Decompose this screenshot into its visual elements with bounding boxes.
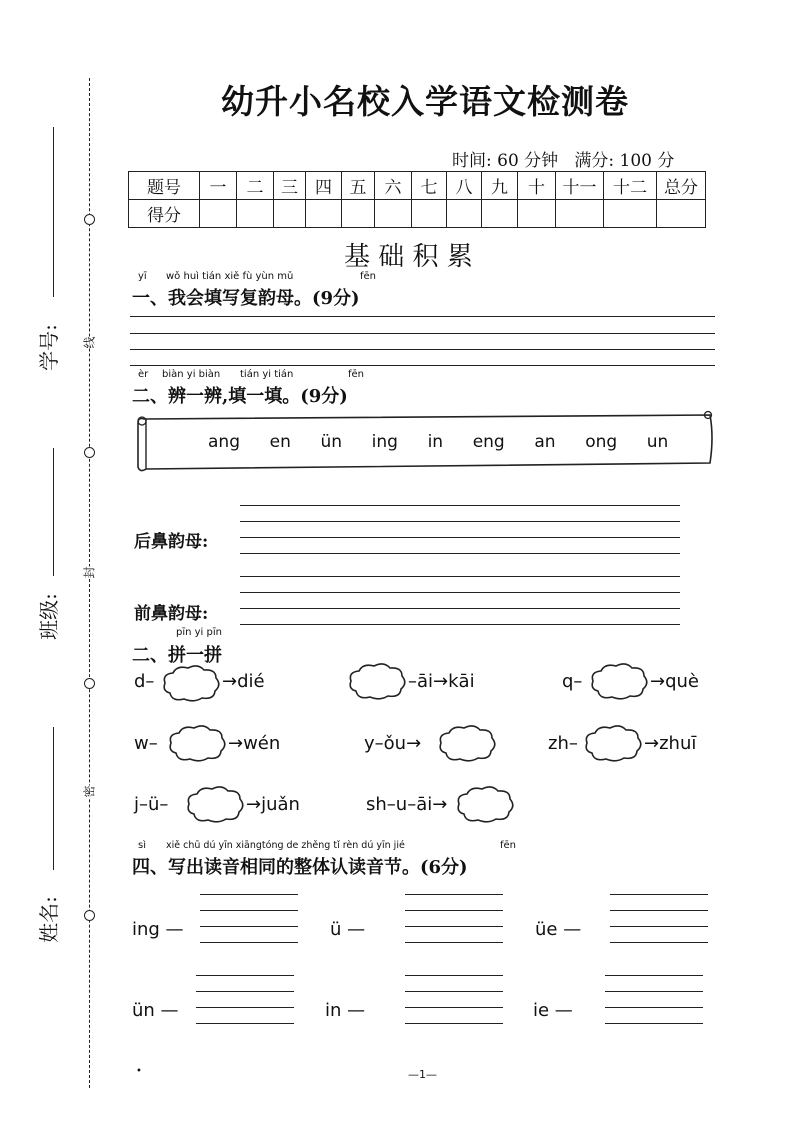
q4-write-line[interactable] <box>610 910 708 911</box>
table-cell: 得分 <box>129 200 200 228</box>
score-input-cell[interactable] <box>482 200 518 228</box>
binding-dashed-line <box>89 78 90 1088</box>
back-nasal-line[interactable] <box>240 521 680 522</box>
scroll-item: in <box>427 432 444 452</box>
answer-cloud[interactable] <box>160 663 222 703</box>
q3-c2-left: sh–u–āi→ <box>366 794 448 815</box>
page-number: —1— <box>408 1068 437 1081</box>
q4-write-line[interactable] <box>405 991 503 992</box>
binding-hole-2 <box>84 447 95 458</box>
score-input-cell[interactable] <box>604 200 657 228</box>
score-input-cell[interactable] <box>306 200 342 228</box>
q1-write-line[interactable] <box>130 349 715 350</box>
back-nasal-line[interactable] <box>240 553 680 554</box>
back-nasal-label: 后鼻韵母: <box>134 532 209 552</box>
binding-hole-4 <box>84 910 95 921</box>
scroll-item: ün <box>320 432 343 452</box>
q2-heading: 二、辨一辨,填一填。(9分) <box>132 386 348 407</box>
front-nasal-line[interactable] <box>240 624 680 625</box>
time-info: 时间: 60 分钟 <box>452 151 559 171</box>
scroll-item: eng <box>472 432 505 452</box>
q4-write-line[interactable] <box>610 926 708 927</box>
q1-write-line[interactable] <box>130 365 715 366</box>
q4-write-line[interactable] <box>605 991 703 992</box>
q4-write-line[interactable] <box>200 910 298 911</box>
q4-pinyin-2: xiě chū dú yīn xiāngtóng de zhěng tǐ rèn dú yīn jié <box>166 840 405 851</box>
q1-heading: 一、我会填写复韵母。(9分) <box>132 288 360 309</box>
score-input-cell[interactable] <box>200 200 237 228</box>
score-input-cell[interactable] <box>342 200 375 228</box>
q4-write-line[interactable] <box>405 1023 503 1024</box>
q4-pinyin-3: fēn <box>500 840 517 851</box>
q1-pinyin-3: fēn <box>360 271 377 282</box>
q1-write-line[interactable] <box>130 316 715 317</box>
q3-a1-right: →dié <box>222 671 265 692</box>
score-input-cell[interactable] <box>518 200 556 228</box>
xuehao-label: 学号: <box>36 324 61 371</box>
table-cell: 五 <box>342 172 375 200</box>
q4-write-line[interactable] <box>196 975 294 976</box>
q3-b1-right: →wén <box>228 733 281 754</box>
xingming-label: 姓名: <box>36 896 61 943</box>
full-score-info: 满分: 100 分 <box>574 151 675 171</box>
back-nasal-line[interactable] <box>240 505 680 506</box>
mi-mark: 密 <box>82 785 97 798</box>
q3-a1-left: d– <box>134 671 155 692</box>
score-input-cell[interactable] <box>274 200 306 228</box>
binding-hole-3 <box>84 678 95 689</box>
q4-label-ue: üe — <box>535 919 582 940</box>
q2-pinyin-2: biàn yi biàn <box>162 369 221 380</box>
q4-write-line[interactable] <box>605 1023 703 1024</box>
front-nasal-line[interactable] <box>240 608 680 609</box>
q3-a3-right: →què <box>650 671 699 692</box>
xian-mark: 线 <box>82 336 97 349</box>
xuehao-line <box>53 127 54 297</box>
answer-cloud[interactable] <box>346 661 408 701</box>
q4-write-line[interactable] <box>610 942 708 943</box>
table-cell: 题号 <box>129 172 200 200</box>
q3-b3-right: →zhuī <box>644 733 697 754</box>
q1-write-line[interactable] <box>130 333 715 334</box>
table-cell: 十 <box>518 172 556 200</box>
q2-pinyin-3: tián yi tián <box>240 369 294 380</box>
scroll-item: an <box>534 432 556 452</box>
q1-pinyin-1: yī <box>138 271 147 282</box>
q3-b2-left: y–ǒu→ <box>364 733 422 754</box>
exam-info <box>452 146 674 171</box>
q4-write-line[interactable] <box>196 1007 294 1008</box>
q3-a3-left: q– <box>562 671 583 692</box>
q4-write-line[interactable] <box>605 1007 703 1008</box>
score-input-cell[interactable] <box>412 200 447 228</box>
q4-label-ie: ie — <box>533 1000 573 1021</box>
q4-write-line[interactable] <box>405 926 503 927</box>
q3-heading: 二、拼一拼 <box>132 645 222 666</box>
q3-c1-left: j–ü– <box>134 794 169 815</box>
banji-line <box>53 448 54 576</box>
section-title: 基 础 积 累 <box>344 242 473 272</box>
front-nasal-label: 前鼻韵母: <box>134 604 209 624</box>
q4-label-ing: ing — <box>132 919 184 940</box>
feng-mark: 封 <box>82 566 97 579</box>
score-table-header-row <box>129 172 706 200</box>
table-cell: 总分 <box>657 172 706 200</box>
table-cell: 九 <box>482 172 518 200</box>
score-input-cell[interactable] <box>447 200 482 228</box>
q4-write-line[interactable] <box>405 910 503 911</box>
q3-b3-left: zh– <box>548 733 578 754</box>
q4-write-line[interactable] <box>200 942 298 943</box>
table-cell: 十二 <box>604 172 657 200</box>
q4-label-in: in — <box>325 1000 366 1021</box>
scroll-item: ing <box>371 432 398 452</box>
front-nasal-line[interactable] <box>240 592 680 593</box>
q1-pinyin-2: wǒ huì tián xiě fù yùn mǔ <box>166 271 294 282</box>
xingming-line <box>53 727 54 870</box>
q3-a2-right: –āi→kāi <box>408 671 475 692</box>
q2-pinyin-4: fēn <box>348 369 365 380</box>
q4-write-line[interactable] <box>405 975 503 976</box>
answer-cloud[interactable] <box>166 723 228 763</box>
answer-cloud[interactable] <box>436 723 498 763</box>
score-input-cell[interactable] <box>237 200 274 228</box>
table-cell: 七 <box>412 172 447 200</box>
page-title: 幼升小名校入学语文检测卷 <box>221 82 629 121</box>
q4-heading: 四、写出读音相同的整体认读音节。(6分) <box>132 857 468 878</box>
q4-write-line[interactable] <box>200 926 298 927</box>
table-cell: 四 <box>306 172 342 200</box>
q3-pinyin: pīn yi pīn <box>176 627 222 638</box>
banji-label: 班级: <box>36 593 61 640</box>
table-cell: 六 <box>375 172 412 200</box>
q4-write-line[interactable] <box>196 991 294 992</box>
q4-write-line[interactable] <box>200 894 298 895</box>
score-input-cell[interactable] <box>657 200 706 228</box>
q4-write-line[interactable] <box>196 1023 294 1024</box>
q3-b1-left: w– <box>134 733 158 754</box>
answer-cloud[interactable] <box>184 784 246 824</box>
q4-write-line[interactable] <box>610 894 708 895</box>
q4-pinyin-1: sì <box>138 840 146 851</box>
answer-cloud[interactable] <box>588 661 650 701</box>
q4-label-un: ün — <box>132 1000 179 1021</box>
scroll-items <box>208 432 668 452</box>
back-nasal-line[interactable] <box>240 537 680 538</box>
scroll-item: un <box>646 432 669 452</box>
table-cell: 十一 <box>556 172 604 200</box>
scroll-item: en <box>269 432 291 452</box>
score-table <box>128 171 706 228</box>
table-cell: 一 <box>200 172 237 200</box>
q4-write-line[interactable] <box>405 1007 503 1008</box>
q4-label-u: ü — <box>330 919 366 940</box>
q4-write-line[interactable] <box>605 975 703 976</box>
table-cell: 二 <box>237 172 274 200</box>
answer-cloud[interactable] <box>454 784 516 824</box>
score-input-cell[interactable] <box>556 200 604 228</box>
q2-pinyin-1: èr <box>138 369 149 380</box>
q3-c1-right: →juǎn <box>246 794 300 815</box>
answer-cloud[interactable] <box>582 723 644 763</box>
score-input-cell[interactable] <box>375 200 412 228</box>
score-table-score-row <box>129 200 706 228</box>
scroll-item: ang <box>208 432 240 452</box>
q4-write-line[interactable] <box>405 942 503 943</box>
q4-write-line[interactable] <box>405 894 503 895</box>
front-nasal-line[interactable] <box>240 576 680 577</box>
binding-hole-1 <box>84 214 95 225</box>
scroll-item: ong <box>585 432 618 452</box>
table-cell: 八 <box>447 172 482 200</box>
table-cell: 三 <box>274 172 306 200</box>
footer-dot: • <box>136 1066 142 1077</box>
